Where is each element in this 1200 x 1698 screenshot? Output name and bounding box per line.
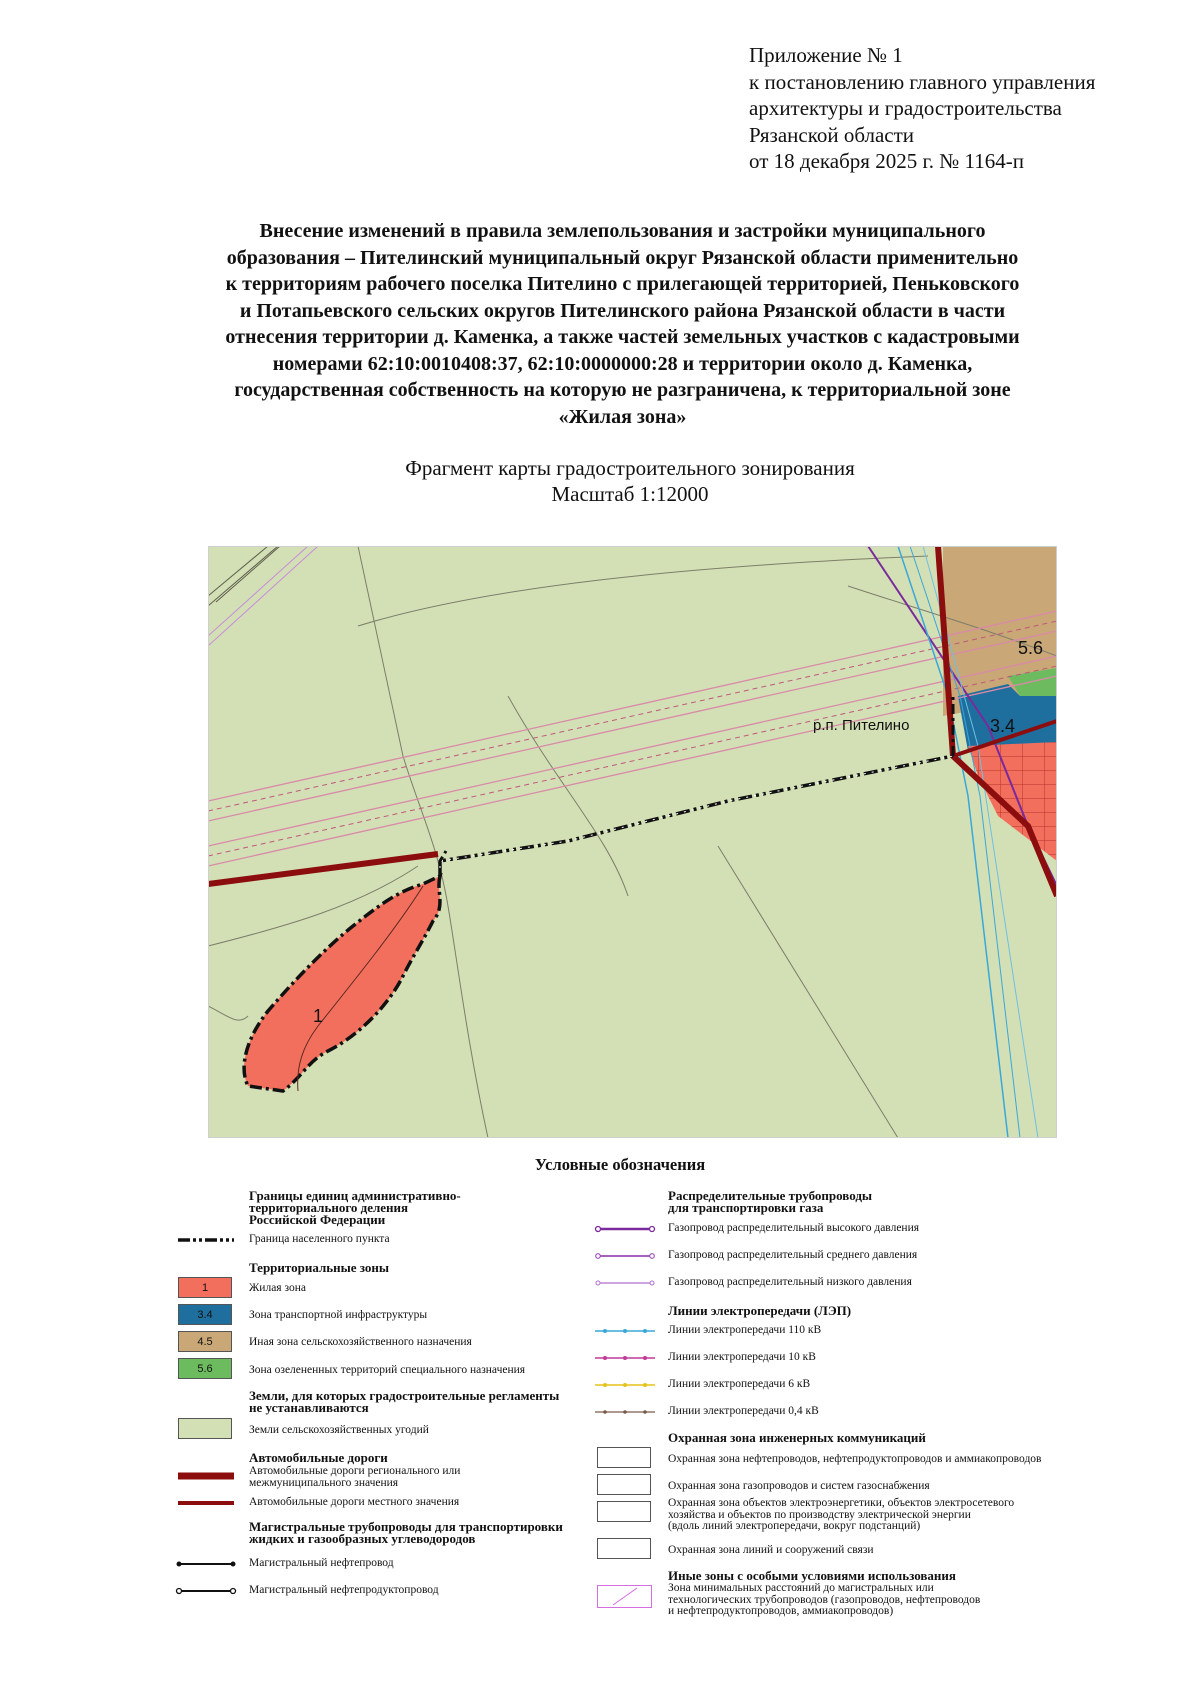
label-zone-1: 1 — [313, 1006, 324, 1026]
legend-power-6: Линии электропередачи 6 кВ — [668, 1378, 811, 1390]
appendix-block — [749, 42, 1169, 175]
legend-gas-high: Газопровод распределительный высокого давления — [668, 1222, 920, 1234]
legend-line: технологических трубопроводов (газопроводов, нефтепроводов — [668, 1593, 981, 1606]
legend-zone-4-5: Иная зона сельскохозяйственного назначения — [249, 1336, 472, 1348]
appendix-line: архитектуры и градостроительства — [749, 96, 1062, 120]
legend-gas-heading — [668, 1190, 872, 1214]
swatch-zone-3-4: 3.4 — [178, 1304, 232, 1325]
min-distance-zone-icon — [597, 1585, 653, 1609]
legend-settlement-border: Граница населенного пункта — [249, 1233, 390, 1245]
legend-gas-medium: Газопровод распределительный среднего давления — [668, 1249, 918, 1261]
legend-heading-line: не устанавливаются — [249, 1400, 369, 1415]
legend-regional-road — [249, 1466, 460, 1489]
title-line: Внесение изменений в правила землепользования и застройки муниципального — [259, 220, 986, 242]
gas-medium-icon — [595, 1251, 655, 1261]
legend-pipelines-heading — [249, 1521, 563, 1545]
legend-admin-heading — [249, 1190, 461, 1226]
legend-gas-low: Газопровод распределительный низкого давления — [668, 1276, 912, 1288]
legend-zone-5-6: Зона озелененных территорий специального назначения — [249, 1364, 526, 1376]
label-settlement: р.п. Пителино — [813, 717, 910, 734]
legend-agri-land: Земли сельскохозяйственных угодий — [249, 1424, 429, 1436]
legend-line: Охранная зона объектов электроэнергетики, объектов электросетевого — [668, 1497, 1015, 1509]
power-04-icon — [595, 1407, 655, 1417]
legend-line: Зона минимальных расстояний до магистральных или — [668, 1582, 934, 1594]
legend-heading-line: территориального деления — [249, 1200, 409, 1215]
swatch-zone-4-5: 4.5 — [178, 1331, 232, 1352]
gas-low-icon — [595, 1278, 655, 1288]
label-zone-5-6: 5.6 — [1018, 638, 1044, 658]
document-title — [160, 218, 1085, 430]
legend-power-110: Линии электропередачи 110 кВ — [668, 1324, 822, 1336]
legend-oil-products-pipeline: Магистральный нефтепродуктопровод — [249, 1584, 439, 1596]
swatch-agri-land — [178, 1418, 232, 1439]
legend-heading-line: для транспортировки газа — [668, 1200, 824, 1215]
legend-power-04: Линии электропередачи 0,4 кВ — [668, 1405, 819, 1417]
legend-protection-oil: Охранная зона нефтепроводов, нефтепродуктопроводов и аммиакопроводов — [668, 1453, 1042, 1465]
title-line: государственная собственность на которую не разграничена, к территориальной зоне — [234, 379, 1011, 401]
legend-protection-power — [668, 1498, 1014, 1533]
legend-line: и нефтепродуктопроводов, аммиакопроводов) — [668, 1605, 894, 1617]
swatch-zone-1: 1 — [178, 1277, 232, 1298]
legend-zone-1: Жилая зона — [249, 1282, 306, 1294]
legend-heading-line: Магистральные трубопроводы для транспортировки — [249, 1519, 563, 1534]
swatch-protection-comms — [597, 1538, 651, 1559]
legend-power-10: Линии электропередачи 10 кВ — [668, 1351, 816, 1363]
gas-high-icon — [595, 1224, 655, 1234]
legend-roads-heading: Автомобильные дороги — [249, 1450, 388, 1465]
title-line: отнесения территории д. Каменка, а также частей земельных участков с кадастровыми — [225, 326, 1020, 348]
local-road-icon — [178, 1499, 234, 1507]
legend-heading-line: жидких и газообразных углеводородов — [249, 1531, 476, 1546]
appendix-line: к постановлению главного управления — [749, 69, 1096, 94]
title-line: номерами 62:10:0010408:37, 62:10:0000000:28 и территории около д. Каменка, — [272, 352, 973, 375]
legend-power-heading: Линии электропередачи (ЛЭП) — [668, 1303, 852, 1318]
swatch-protection-gas — [597, 1474, 651, 1495]
title-line: «Жилая зона» — [558, 405, 687, 428]
swatch-protection-oil — [597, 1447, 651, 1468]
legend-protection-comms: Охранная зона линий и сооружений связи — [668, 1544, 874, 1556]
map-scale: Масштаб 1:12000 — [551, 482, 709, 506]
legend-local-road: Автомобильные дороги местного значения — [249, 1496, 460, 1508]
swatch-protection-power — [597, 1501, 651, 1522]
title-line: образования – Пителинский муниципальный округ Рязанской области применительно — [226, 246, 1019, 269]
label-zone-3-4: 3.4 — [990, 716, 1016, 736]
oil-pipeline-icon — [176, 1559, 236, 1569]
legend-title: Условные обозначения — [534, 1155, 706, 1174]
appendix-line: от 18 декабря 2025 г. № 1164-п — [749, 149, 1024, 173]
power-10-icon — [595, 1353, 655, 1363]
zoning-map — [208, 546, 1057, 1138]
legend-heading-line: Земли, для которых градостроительные регламенты — [249, 1388, 560, 1403]
map-caption — [280, 455, 980, 507]
legend-line: Автомобильные дороги регионального или — [249, 1465, 461, 1477]
legend-min-distance-zone — [668, 1583, 980, 1618]
map-caption-title: Фрагмент карты градостроительного зонирования — [405, 456, 855, 480]
legend-line: хозяйства и объектов по производству электрической энергии — [668, 1508, 971, 1521]
legend-line: межмуниципального значения — [249, 1476, 399, 1489]
legend-protection-heading: Охранная зона инженерных коммуникаций — [668, 1430, 926, 1445]
legend-heading-line: Российской Федерации — [249, 1212, 386, 1227]
legend-zone-3-4: Зона транспортной инфраструктуры — [249, 1309, 428, 1321]
legend-line: (вдоль линий электропередачи, вокруг подстанций) — [668, 1520, 921, 1532]
appendix-line: Рязанской области — [749, 122, 915, 147]
legend-heading-line: Границы единиц административно- — [249, 1188, 461, 1203]
agri-land-area — [208, 546, 1057, 1138]
legend-lands-heading — [249, 1390, 559, 1414]
title-line: к территориям рабочего поселка Пителино с прилегающей территорией, Пеньковского — [225, 273, 1020, 295]
regional-road-icon — [178, 1471, 234, 1481]
settlement-border-icon — [178, 1235, 234, 1245]
legend-zones-heading: Территориальные зоны — [249, 1260, 390, 1275]
legend-oil-pipeline: Магистральный нефтепровод — [249, 1557, 394, 1569]
title-line: и Потапьевского сельских округов Пителинского района Рязанской области в части — [239, 299, 1006, 322]
power-6-icon — [595, 1380, 655, 1390]
legend-protection-gas: Охранная зона газопроводов и систем газоснабжения — [668, 1480, 930, 1492]
legend-other-heading: Иные зоны с особыми условиями использования — [668, 1568, 956, 1583]
swatch-zone-5-6: 5.6 — [178, 1358, 232, 1379]
oil-products-pipeline-icon — [176, 1586, 236, 1596]
power-110-icon — [595, 1326, 655, 1336]
legend-heading-line: Распределительные трубопроводы — [668, 1188, 873, 1203]
appendix-line: Приложение № 1 — [749, 43, 903, 67]
